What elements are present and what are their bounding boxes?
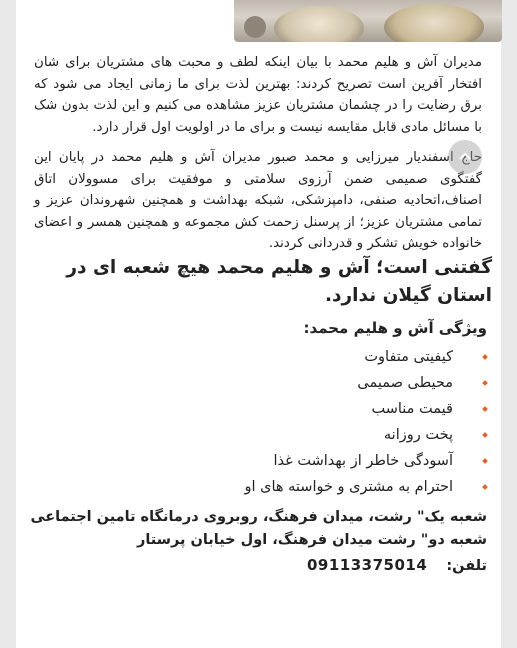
article-paragraph-1: مدیران آش و هلیم محمد با بیان اینکه لطف و محبت های مشتریان برای شان افتخار آفرین است تصریح کردند: بهترین لذت برای ما زمانی ایجاد می شود که برق رضایت را در چشمان مشتریان عزیز مشاهده می کنیم و این لذت بدون شک با مسائل مادی قابل مقایسه نیست و برای ما در اولویت اول قرار دارد. <box>34 55 482 135</box>
food-photo <box>234 0 502 42</box>
branch-one-address: شعبه یک" رشت، میدان فرهنگ، روبروی درمانگاه تامین اجتماعی <box>30 509 487 525</box>
feature-text: قیمت مناسب <box>371 401 453 417</box>
phone-row <box>307 556 487 580</box>
feature-text: احترام به مشتری و خواسته های او <box>244 479 453 495</box>
feature-text: محیطی صمیمی <box>357 375 453 391</box>
photo-detail <box>244 16 266 38</box>
diamond-bullet-icon <box>482 432 488 438</box>
diamond-bullet-icon <box>482 458 488 464</box>
list-item <box>187 344 487 370</box>
features-title: ویژگی آش و هلیم محمد: <box>303 319 487 337</box>
feature-text: کیفیتی متفاوت <box>364 349 453 365</box>
diamond-bullet-icon <box>482 354 488 360</box>
diamond-bullet-icon <box>482 406 488 412</box>
article-container <box>16 0 501 648</box>
article-paragraph-2: حاج اسفندیار میرزایی و محمد صبور مدیران آش و هلیم محمد در پایان این گفتگوی صمیمی ضمن آرزوی سلامتی و موفقیت برای مسوولان اتاق اصناف،اتحادیه صنفی، دامپزشکی، شبکه بهداشت و همچنین شهروندان عزیز و تمامی مشتریان عزیز؛ از پرسنل زحمت کش مجموعه و همچنین همسر و اعضای خانواده خویش تشکر و قدردانی کردند. <box>34 150 482 251</box>
phone-number-link[interactable]: 09113375014 <box>306 556 428 574</box>
chevron-up-icon <box>458 150 472 164</box>
feature-text: آسودگی خاطر از بهداشت غذا <box>273 453 453 469</box>
photo-bowl-left <box>274 6 364 42</box>
features-list <box>187 344 487 500</box>
list-item <box>187 474 487 500</box>
photo-bowl-right <box>384 4 484 42</box>
diamond-bullet-icon <box>482 484 488 490</box>
diamond-bullet-icon <box>482 380 488 386</box>
list-item <box>187 396 487 422</box>
branch-two-address: شعبه دو" رشت میدان فرهنگ، اول خیابان پرستار <box>137 532 487 548</box>
phone-label: تلفن: <box>446 558 487 574</box>
list-item <box>187 422 487 448</box>
scroll-to-top-button[interactable] <box>448 140 482 174</box>
branch-notice-headline: گفتنی است؛ آش و هلیم محمد هیچ شعبه ای در استان گیلان ندارد. <box>66 257 492 306</box>
list-item <box>187 370 487 396</box>
list-item <box>187 448 487 474</box>
feature-text: پخت روزانه <box>383 427 453 443</box>
